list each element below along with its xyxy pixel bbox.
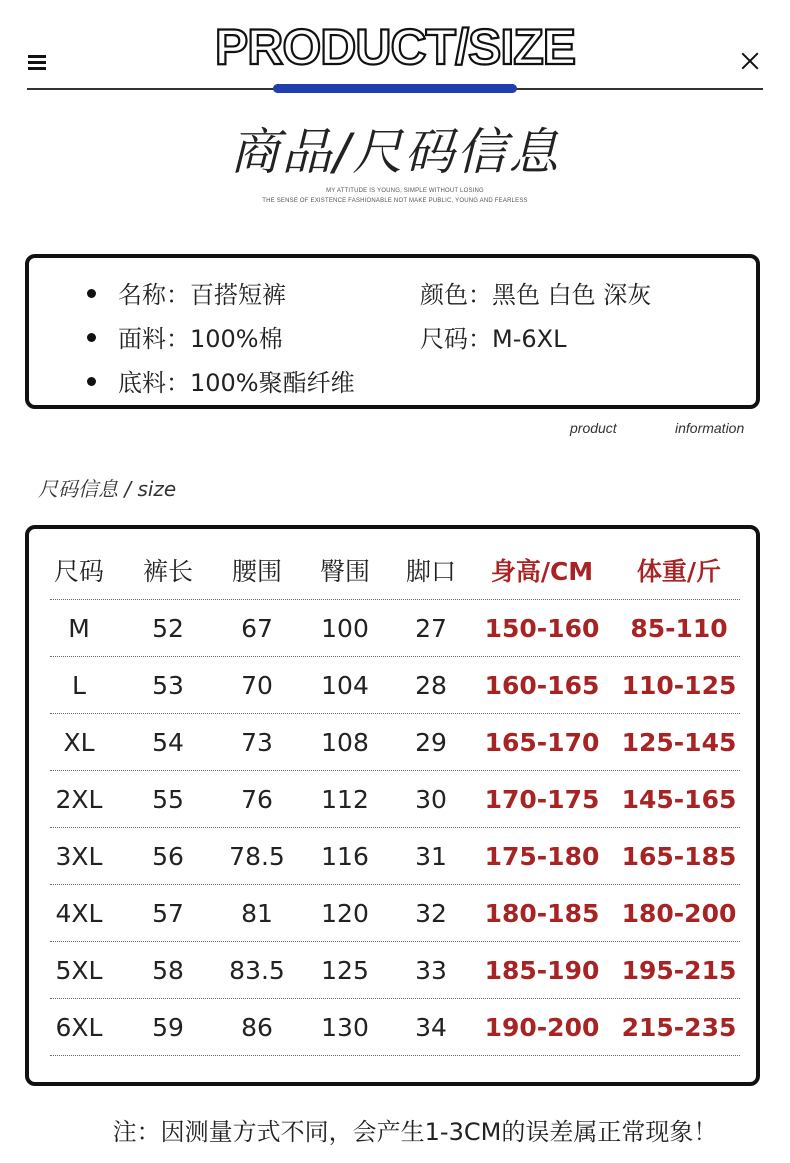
table-cell: 5XL — [55, 956, 103, 985]
table-cell: 31 — [415, 842, 447, 871]
table-header-cell: 腰围 — [231, 557, 283, 586]
table-cell: 165-185 — [621, 842, 737, 871]
product-tag: product — [570, 420, 617, 436]
table-cell: 32 — [415, 899, 447, 928]
table-cell: 3XL — [55, 842, 103, 871]
size-section-label: 尺码信息 / size — [38, 477, 177, 501]
table-cell: 59 — [152, 1013, 184, 1042]
table-cell: 78.5 — [229, 842, 285, 871]
table-cell: 70 — [241, 671, 273, 700]
table-cell: 100 — [321, 614, 369, 643]
tagline-1: MY ATTITUDE IS YOUNG, SIMPLE WITHOUT LOSING — [326, 188, 484, 194]
table-cell: XL — [63, 728, 95, 757]
close-icon[interactable] — [738, 49, 762, 73]
table-row — [50, 999, 740, 1056]
product-info-box — [25, 254, 760, 409]
table-header-cell: 体重/斤 — [636, 557, 722, 586]
table-cell: 30 — [415, 785, 447, 814]
table-cell: 28 — [415, 671, 447, 700]
information-tag: information — [675, 420, 745, 436]
table-row — [50, 600, 740, 657]
table-cell: 73 — [241, 728, 273, 757]
info-lining: 底料：100%聚酯纤维 — [87, 363, 355, 398]
table-cell: 76 — [241, 785, 273, 814]
table-cell: 6XL — [55, 1013, 103, 1042]
table-cell: 4XL — [55, 899, 103, 928]
table-cell: M — [68, 614, 90, 643]
bullet-icon — [87, 289, 96, 298]
table-cell: 120 — [321, 899, 369, 928]
table-cell: 165-170 — [484, 728, 600, 757]
info-name: 名称：百搭短裤 — [87, 275, 286, 310]
row-divider — [50, 1055, 740, 1056]
table-header-cell: 裤长 — [142, 557, 194, 586]
table-row — [50, 828, 740, 885]
table-cell: 52 — [152, 614, 184, 643]
table-cell: 104 — [321, 671, 369, 700]
table-cell: L — [72, 671, 86, 700]
bullet-icon — [87, 333, 96, 342]
page-title-cn: 商品/尺码信息 — [229, 123, 561, 181]
table-cell: 160-165 — [484, 671, 600, 700]
table-cell: 150-160 — [484, 614, 600, 643]
table-cell: 57 — [152, 899, 184, 928]
table-cell: 125 — [321, 956, 369, 985]
table-row — [50, 885, 740, 942]
table-header-cell: 脚口 — [405, 557, 457, 586]
info-color: 颜色：黑色 白色 深灰 — [420, 281, 652, 309]
table-header-row — [50, 543, 740, 600]
table-cell: 29 — [415, 728, 447, 757]
table-cell: 55 — [152, 785, 184, 814]
table-header-cell: 身高/CM — [490, 557, 594, 586]
table-header-cell: 尺码 — [53, 557, 105, 586]
table-cell: 180-185 — [484, 899, 600, 928]
table-cell: 33 — [415, 956, 447, 985]
table-cell: 56 — [152, 842, 184, 871]
table-cell: 34 — [415, 1013, 447, 1042]
info-fabric: 面料：100%棉 — [87, 319, 283, 354]
table-cell: 190-200 — [484, 1013, 600, 1042]
bullet-icon — [87, 377, 96, 386]
table-cell: 175-180 — [484, 842, 600, 871]
page-title-en: PRODUCT/SIZE — [214, 19, 576, 75]
table-cell: 27 — [415, 614, 447, 643]
table-cell: 145-165 — [621, 785, 737, 814]
info-size: 尺码：M-6XL — [420, 325, 567, 353]
table-cell: 116 — [321, 842, 369, 871]
table-header-cell: 臀围 — [319, 557, 371, 586]
table-cell: 108 — [321, 728, 369, 757]
table-cell: 54 — [152, 728, 184, 757]
table-cell: 170-175 — [484, 785, 600, 814]
table-row — [50, 657, 740, 714]
table-cell: 53 — [152, 671, 184, 700]
table-cell: 86 — [241, 1013, 273, 1042]
table-row — [50, 771, 740, 828]
table-cell: 85-110 — [630, 614, 728, 643]
tagline-2: THE SENSE OF EXISTENCE FASHIONABLE NOT MAKE PUBLIC, YOUNG AND FEARLESS — [262, 198, 528, 204]
table-cell: 2XL — [55, 785, 103, 814]
table-row — [50, 714, 740, 771]
table-cell: 110-125 — [621, 671, 737, 700]
table-cell: 83.5 — [229, 956, 285, 985]
table-cell: 180-200 — [621, 899, 737, 928]
table-row — [50, 942, 740, 999]
table-cell: 130 — [321, 1013, 369, 1042]
page-header — [0, 0, 790, 100]
accent-bar — [273, 84, 517, 93]
table-cell: 67 — [241, 614, 273, 643]
footnote: 注：因测量方式不同，会产生1-3CM的误差属正常现象！ — [112, 1118, 718, 1146]
table-cell: 125-145 — [621, 728, 737, 757]
table-cell: 185-190 — [484, 956, 600, 985]
table-cell: 58 — [152, 956, 184, 985]
table-cell: 112 — [321, 785, 369, 814]
table-cell: 195-215 — [621, 956, 737, 985]
table-cell: 215-235 — [621, 1013, 737, 1042]
table-cell: 81 — [241, 899, 273, 928]
